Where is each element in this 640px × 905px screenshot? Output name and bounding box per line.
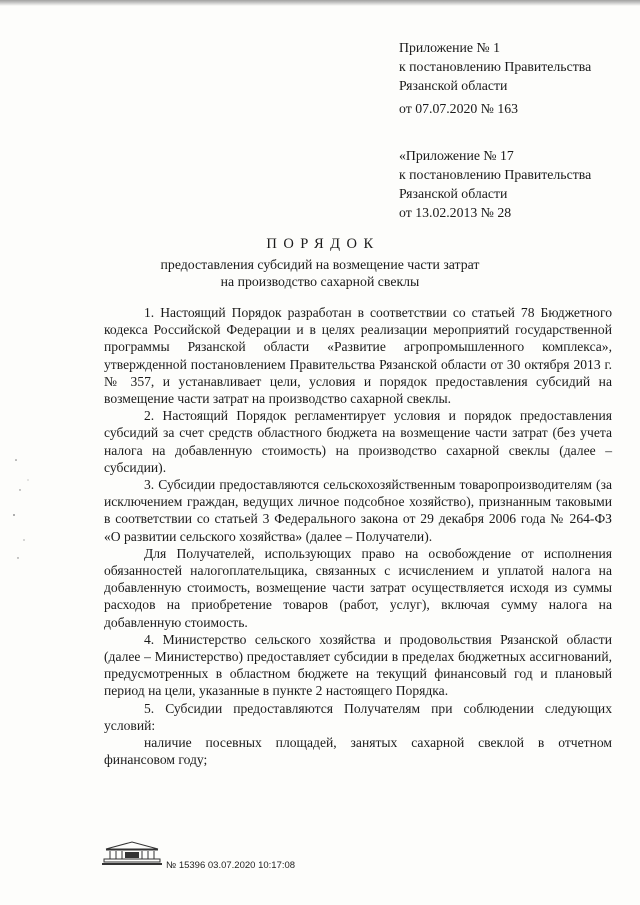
subtitle-line-2: на производство сахарной свеклы xyxy=(220,274,420,289)
scan-noise xyxy=(6,420,66,580)
paragraph-5: 5. Субсидии предоставляются Получателям при соблюдении следующих условий: xyxy=(104,700,612,733)
document-body xyxy=(104,304,612,768)
government-building-stamp-icon xyxy=(100,840,164,866)
appendix-1-line1: Приложение № 1 xyxy=(399,40,501,55)
document-footer xyxy=(100,840,540,880)
appendix-2-line2: к постановлению Правительства xyxy=(399,167,592,182)
registration-number: № 15396 03.07.2020 10:17:08 xyxy=(166,860,296,871)
paragraph-5-condition-1: наличие посевных площадей, занятых сахарной свеклой в отчетном финансовом году; xyxy=(104,735,612,768)
paragraph-1: 1. Настоящий Порядок разработан в соответствии со статьей 78 Бюджетного кодекса Российской Федерации и в целях реализации мероприятий государственной программы Рязанской области «Развитие агропромышленного комплекса», утвержденной постановлением Правительства Рязанской области от 30 октября 2013 г. № 357, и устанавливает цели, условия и порядок предоставления субсидий на возмещение части затрат на производство сахарной свеклы. xyxy=(104,305,612,407)
appendix-1-line4: от 07.07.2020 № 163 xyxy=(399,101,519,116)
paragraph-3-cont: Для Получателей, использующих право на освобождение от исполнения обязанностей налогоплательщика, связанных с исчислением и уплатой налога на добавленную стоимость, возмещение части затрат осуществляется исходя из суммы расходов на приобретение товаров (работ, услуг), включая сумму налога на добавленную стоимость. xyxy=(104,545,612,630)
paragraph-2: 2. Настоящий Порядок регламентирует условия и порядок предоставления субсидий за счет средств областного бюджета на возмещение части затрат (без учета налога на добавленную стоимость) на производство сахарной свеклы (далее – субсидии). xyxy=(104,408,612,475)
scan-edge xyxy=(0,0,640,6)
appendix-2-line3: Рязанской области xyxy=(399,186,508,201)
appendix-1-line2: к постановлению Правительства xyxy=(399,59,592,74)
subtitle-line-1: предоставления субсидий на возмещение части затрат xyxy=(160,257,480,272)
document-title: ПОРЯДОК xyxy=(266,236,380,252)
appendix-header-1 xyxy=(399,38,591,118)
document-subtitle xyxy=(0,256,640,290)
appendix-1-line3: Рязанской области xyxy=(399,78,508,93)
appendix-2-line1: «Приложение № 17 xyxy=(399,148,514,163)
paragraph-4: 4. Министерство сельского хозяйства и продовольствия Рязанской области (далее – Министерство) предоставляет субсидии в пределах бюджетных ассигнований, предусмотренных в областном бюджете на текущий финансовый год и плановый период на цели, указанные в пункте 2 настоящего Порядка. xyxy=(104,631,612,699)
paragraph-3: 3. Субсидии предоставляются сельскохозяйственным товаропроизводителям (за исключением граждан, ведущих личное подсобное хозяйство), признанным таковыми в соответствии со статьей 3 Федерального закона от 29 декабря 2006 года № 264-ФЗ «О развитии сельского хозяйства» (далее – Получатели). xyxy=(104,477,612,544)
appendix-2-line4: от 13.02.2013 № 28 xyxy=(399,205,512,220)
appendix-header-2 xyxy=(399,146,591,222)
